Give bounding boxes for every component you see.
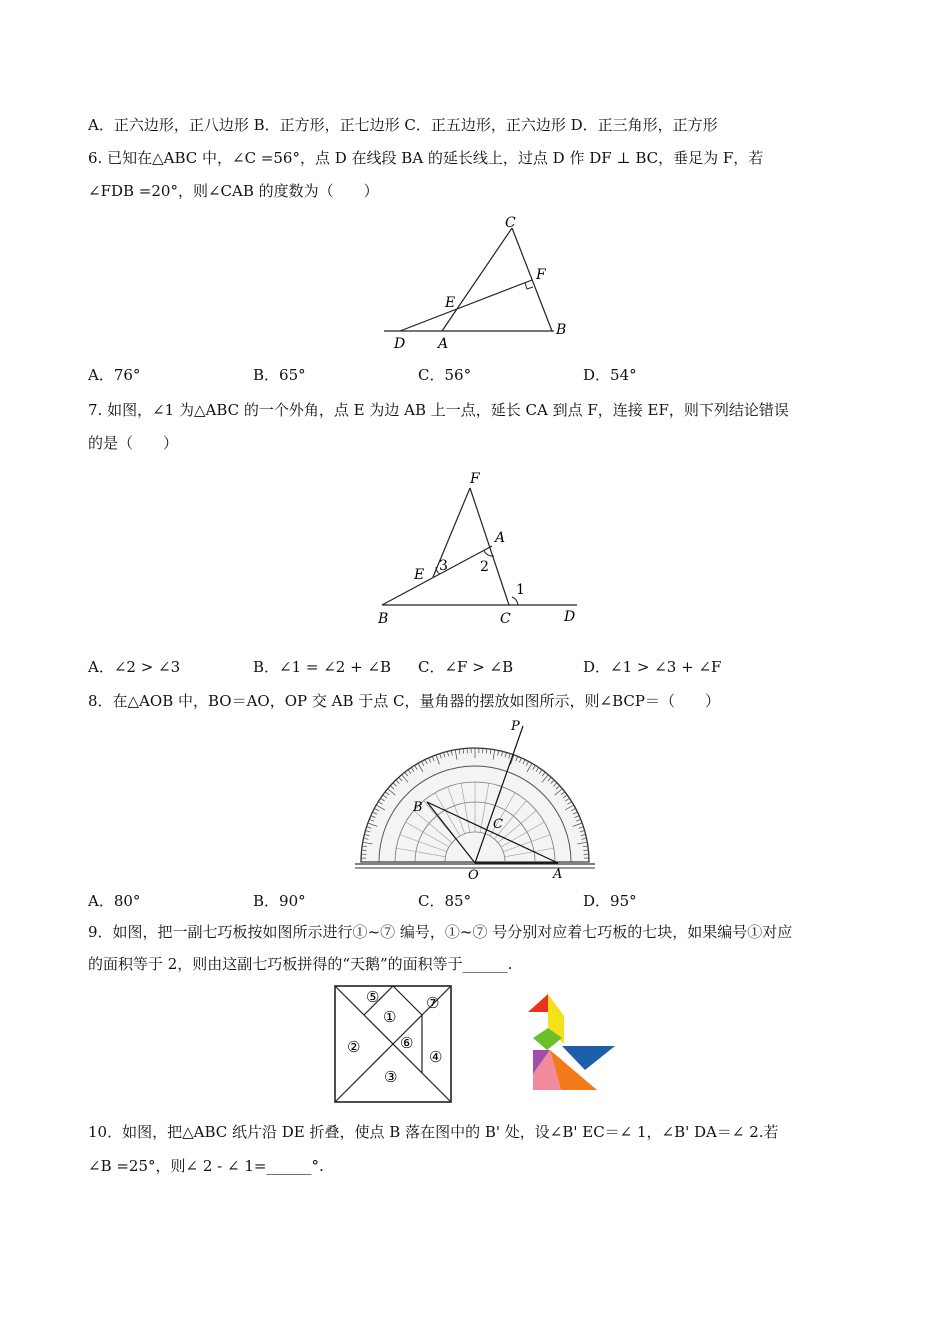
label-O: O — [468, 868, 479, 883]
q6-option-b: B．65° — [253, 366, 306, 384]
q6-option-a: A．76° — [88, 366, 141, 384]
q9-tangram-square — [333, 984, 453, 1104]
q8-protractor-figure — [355, 716, 595, 884]
piece-7-label: ⑦ — [426, 994, 440, 1012]
piece-3-label: ③ — [384, 1068, 398, 1086]
q8-option-a: A．80° — [88, 892, 141, 910]
label-E: E — [414, 567, 425, 583]
q9-stem-line2: 的面积等于 2，则由这副七巧板拼得的“天鹅”的面积等于______. — [88, 955, 513, 973]
piece-2-label: ② — [347, 1038, 361, 1056]
q7-stem-line1: 7. 如图，∠1 为△ABC 的一个外角，点 E 为边 AB 上一点，延长 CA 到点 F，连接 EF，则下列结论错误 — [88, 401, 789, 419]
label-B: B — [378, 611, 389, 627]
q7-option-d: D．∠1 > ∠3 + ∠F — [583, 658, 722, 676]
piece-6-label: ⑥ — [400, 1034, 414, 1052]
piece-1-label: ① — [383, 1008, 397, 1026]
label-C: C — [500, 611, 511, 627]
label-angle-1: 1 — [516, 582, 525, 598]
q5-options: A．正六边形，正八边形 B．正方形，正七边形 C．正五边形，正六边形 D．正三角形，正方形 — [88, 116, 718, 134]
swan-red-piece — [528, 994, 548, 1012]
q8-option-c: C．85° — [418, 892, 472, 910]
q7-option-b: B．∠1 = ∠2 + ∠B — [253, 658, 392, 676]
label-F: F — [536, 267, 546, 283]
q7-stem-line2: 的是（ ） — [88, 434, 179, 452]
q7-triangle-figure — [370, 466, 590, 631]
q6-option-d: D．54° — [583, 366, 637, 384]
q6-stem-line1: 6. 已知在△ABC 中，∠C =56°，点 D 在线段 BA 的延长线上，过点 D 作 DF ⊥ BC，垂足为 F，若 — [88, 149, 764, 167]
q8-option-d: D．95° — [583, 892, 637, 910]
label-A: A — [495, 530, 506, 546]
label-B: B — [413, 800, 423, 815]
q10-stem-line1: 10．如图，把△ABC 纸片沿 DE 折叠，使点 B 落在图中的 B' 处，设∠B' EC＝∠ 1，∠B' DA＝∠ 2.若 — [88, 1123, 779, 1141]
q6-option-c: C．56° — [418, 366, 472, 384]
swan-blue-piece — [562, 1046, 615, 1070]
q7-option-a: A．∠2 > ∠3 — [88, 658, 181, 676]
q6-triangle-figure — [380, 212, 580, 352]
label-P: P — [511, 719, 520, 734]
label-D: D — [394, 336, 406, 352]
label-D: D — [564, 609, 576, 625]
label-A: A — [553, 867, 563, 882]
label-angle-3: 3 — [439, 558, 448, 574]
piece-4-label: ④ — [429, 1048, 443, 1066]
label-C: C — [505, 215, 516, 231]
q8-stem-line1: 8．在△AOB 中，BO＝AO，OP 交 AB 于点 C，量角器的摆放如图所示，则∠BCP＝（ ） — [88, 692, 720, 710]
q6-stem-line2: ∠FDB =20°，则∠CAB 的度数为（ ） — [88, 182, 379, 200]
label-E: E — [445, 295, 456, 311]
label-angle-2: 2 — [480, 559, 489, 575]
q9-stem-line1: 9．如图，把一副七巧板按如图所示进行①~⑦ 编号，①~⑦ 号分别对应着七巧板的七块，如果编号①对应 — [88, 923, 793, 941]
label-A: A — [438, 336, 449, 352]
q9-swan-tangram — [525, 990, 620, 1094]
piece-5-label: ⑤ — [366, 988, 380, 1006]
label-F: F — [470, 471, 480, 487]
q7-option-c: C．∠F > ∠B — [418, 658, 514, 676]
label-C: C — [493, 817, 503, 832]
q8-option-b: B．90° — [253, 892, 306, 910]
q10-stem-line2: ∠B =25°，则∠ 2 - ∠ 1=______°. — [88, 1157, 324, 1175]
label-B: B — [556, 322, 567, 338]
